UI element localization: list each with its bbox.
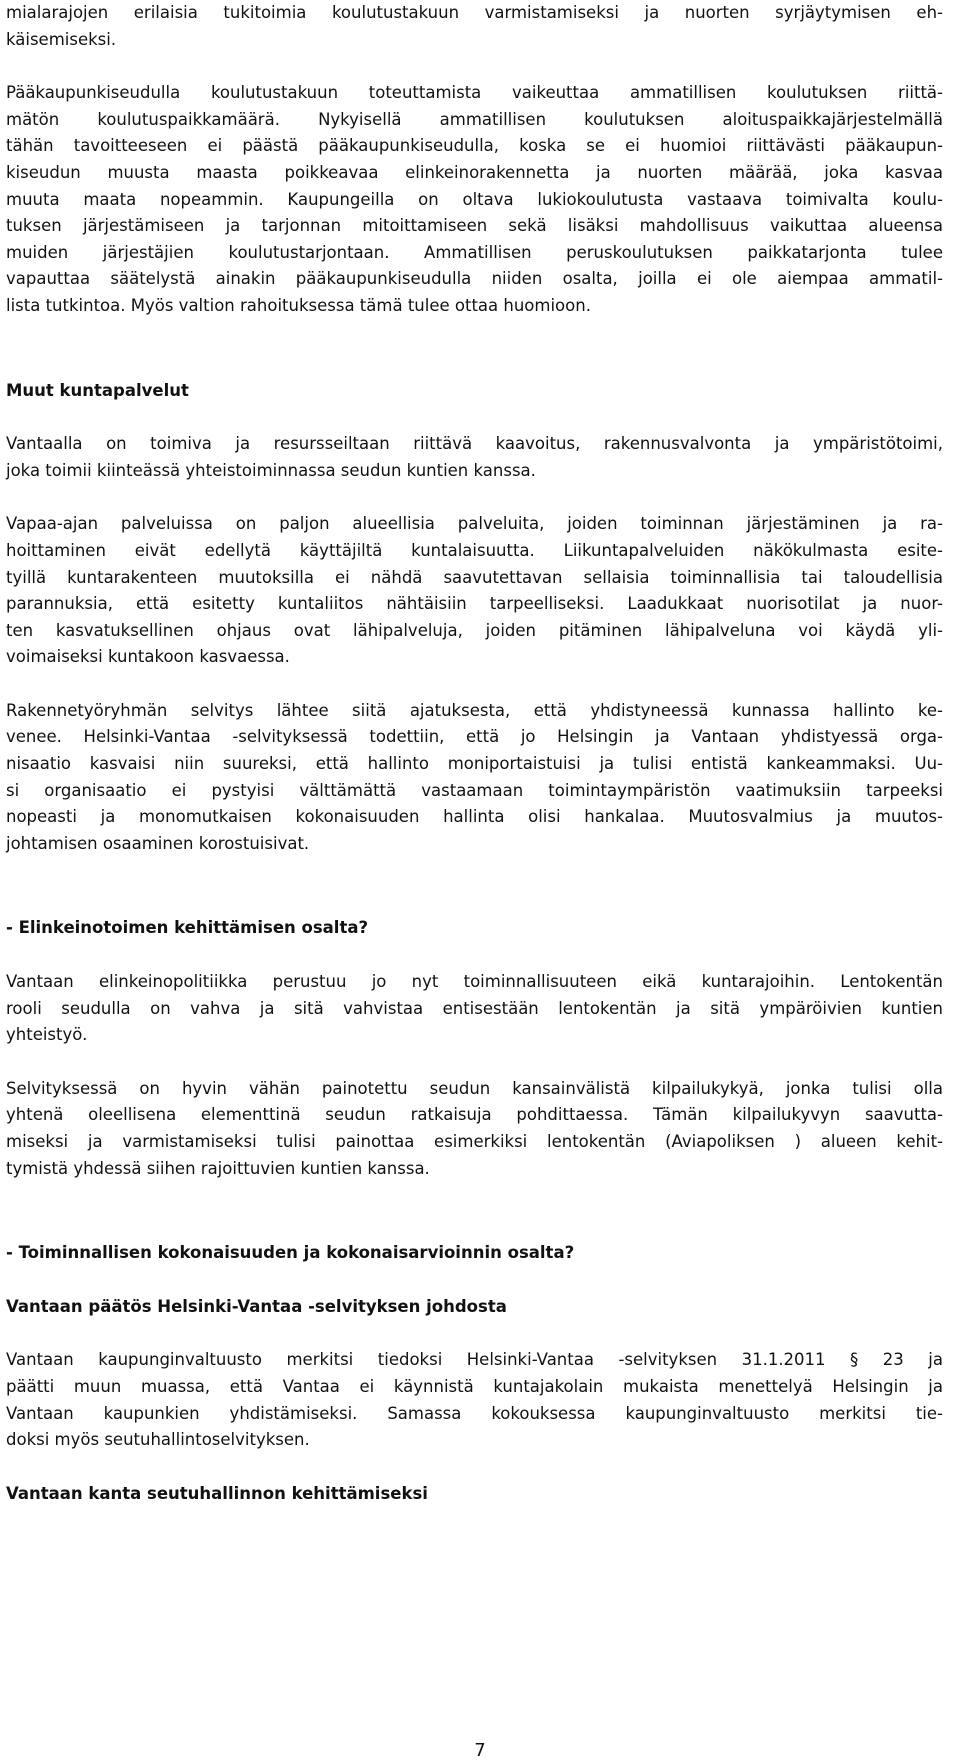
page-number: 7 bbox=[474, 1740, 486, 1761]
text-line: si organisaatio ei pystyisi välttämättä vastaamaan toimintaympäristön vaatimuksiin tarpeeksi bbox=[6, 780, 943, 800]
text-line: päätti muun muassa, että Vantaa ei käynnistä kuntajakolain mukaista menettelyä Helsingin ja bbox=[6, 1376, 943, 1396]
subsection-heading: Vantaan päätös Helsinki-Vantaa -selvityksen johdosta bbox=[6, 1296, 507, 1316]
text-line: Vantaan elinkeinopolitiikka perustuu jo nyt toiminnallisuuteen eikä kuntarajoihin. Lentokentän bbox=[6, 972, 943, 992]
text-line: Vantaan kaupunginvaltuusto merkitsi tiedoksi Helsinki-Vantaa -selvityksen 31.1.2011 § 23 ja bbox=[6, 1350, 943, 1370]
text-line: parannuksia, että esitetty kuntaliitos nähtäisiin tarpeelliseksi. Laadukkaat nuorisotilat ja nuor- bbox=[6, 594, 943, 614]
text-line: tymistä yhdessä siihen rajoittuvien kuntien kanssa. bbox=[6, 1158, 430, 1178]
paragraph bbox=[6, 698, 956, 858]
text-line: hoittaminen eivät edellytä käyttäjiltä kuntalaisuutta. Liikuntapalveluiden näkökulmasta esite- bbox=[6, 540, 943, 560]
text-line: miseksi ja varmistamiseksi tulisi painottaa esimerkiksi lentokentän (Aviapoliksen ) alueen kehit- bbox=[6, 1132, 943, 1151]
text-line: tuksen järjestämiseen ja tarjonnan mitoittamiseen sekä lisäksi mahdollisuus vaikuttaa alueensa bbox=[6, 216, 943, 236]
text-line: joka toimii kiinteässä yhteistoiminnassa seudun kuntien kanssa. bbox=[6, 460, 536, 480]
text-line: voimaiseksi kuntakoon kasvaessa. bbox=[6, 647, 290, 667]
paragraph bbox=[6, 1347, 956, 1453]
text-line: käisemiseksi. bbox=[6, 29, 117, 49]
paragraph bbox=[6, 431, 956, 484]
text-line: johtamisen osaaminen korostuisivat. bbox=[6, 833, 310, 853]
text-line: rooli seudulla on vahva ja sitä vahvistaa entisestään lentokentän ja sitä ympäröivien kuntien bbox=[6, 998, 943, 1018]
text-line: tähän tavoitteeseen ei päästä pääkaupunkiseudulla, koska se ei huomioi riittävästi pääkaupun- bbox=[6, 136, 943, 156]
text-line: doksi myös seutuhallintoselvityksen. bbox=[6, 1430, 310, 1450]
text-line: muiden järjestäjien koulutustarjontaan. Ammatillisen peruskoulutuksen paikkatarjonta tulee bbox=[6, 242, 943, 262]
subsection-heading: Vantaan kanta seutuhallinnon kehittämiseksi bbox=[6, 1483, 428, 1503]
text-line: lista tutkintoa. Myös valtion rahoituksessa tämä tulee ottaa huomioon. bbox=[6, 295, 591, 315]
text-line: Vantaan kaupunkien yhdistämiseksi. Samassa kokouksessa kaupunginvaltuusto merkitsi tie- bbox=[6, 1403, 943, 1423]
text-line: tyillä kuntarakenteen muutoksilla ei nähdä saavutettavan sellaisia toiminnallisia tai taloudellisia bbox=[6, 567, 943, 587]
text-line: mätön koulutuspaikkamäärä. Nykyisellä ammatillisen koulutuksen aloituspaikkajärjestelmällä bbox=[6, 109, 943, 129]
text-line: Selvityksessä on hyvin vähän painotettu seudun kansainvälistä kilpailukykyä, jonka tulisi olla bbox=[6, 1078, 943, 1098]
text-line: yhtenä oleellisena elementtinä seudun ratkaisuja pohdittaessa. Tämän kilpailukyvyn saavutta- bbox=[6, 1105, 943, 1125]
text-line: Vantaalla on toimiva ja resursseiltaan riittävä kaavoitus, rakennusvalvonta ja ympäristötoimi, bbox=[6, 434, 943, 454]
section-heading: Muut kuntapalvelut bbox=[6, 380, 189, 400]
text-line: vapauttaa säätelystä ainakin pääkaupunkiseudulla niiden osalta, joilla ei ole aiempaa ammatil- bbox=[6, 269, 943, 289]
text-line: Rakennetyöryhmän selvitys lähtee siitä ajatuksesta, että yhdistyneessä kunnassa hallinto ke- bbox=[6, 700, 943, 720]
paragraph bbox=[6, 1076, 956, 1182]
paragraph bbox=[6, 80, 956, 319]
section-heading: - Toiminnallisen kokonaisuuden ja kokonaisarvioinnin osalta? bbox=[6, 1243, 575, 1263]
text-line: ten kasvatuksellinen ohjaus ovat lähipalveluja, joiden pitäminen lähipalveluna voi käydä yli- bbox=[6, 620, 943, 640]
text-line: Pääkaupunkiseudulla koulutustakuun toteuttamista vaikeuttaa ammatillisen koulutuksen riittä- bbox=[6, 83, 943, 103]
text-line: yhteistyö. bbox=[6, 1025, 88, 1045]
paragraph bbox=[6, 511, 956, 671]
paragraph bbox=[6, 969, 956, 1049]
text-line: nopeasti ja monomutkaisen kokonaisuuden hallinta olisi hankalaa. Muutosvalmius ja muutos- bbox=[6, 807, 943, 827]
text-line: mialarajojen erilaisia tukitoimia koulutustakuun varmistamiseksi ja nuorten syrjäytymisen eh- bbox=[6, 3, 943, 22]
paragraph bbox=[6, 0, 956, 53]
document-page bbox=[6, 0, 956, 1507]
section-heading: - Elinkeinotoimen kehittämisen osalta? bbox=[6, 918, 369, 938]
text-line: Vapaa-ajan palveluissa on paljon alueellisia palveluita, joiden toiminnan järjestäminen ja ra- bbox=[6, 514, 943, 534]
text-line: kiseudun muusta maasta poikkeavaa elinkeinorakennetta ja nuorten määrää, joka kasvaa bbox=[6, 162, 943, 182]
text-line: muuta maata nopeammin. Kaupungeilla on oltava lukiokoulutusta vastaava toimivalta koulu- bbox=[6, 189, 943, 209]
text-line: nisaatio kasvaisi niin suureksi, että hallinto moniportaistuisi ja tulisi entistä kankeammaksi. Uu- bbox=[6, 754, 943, 774]
text-line: venee. Helsinki-Vantaa -selvityksessä todettiin, että jo Helsingin ja Vantaan yhdistyessä orga- bbox=[6, 727, 943, 747]
